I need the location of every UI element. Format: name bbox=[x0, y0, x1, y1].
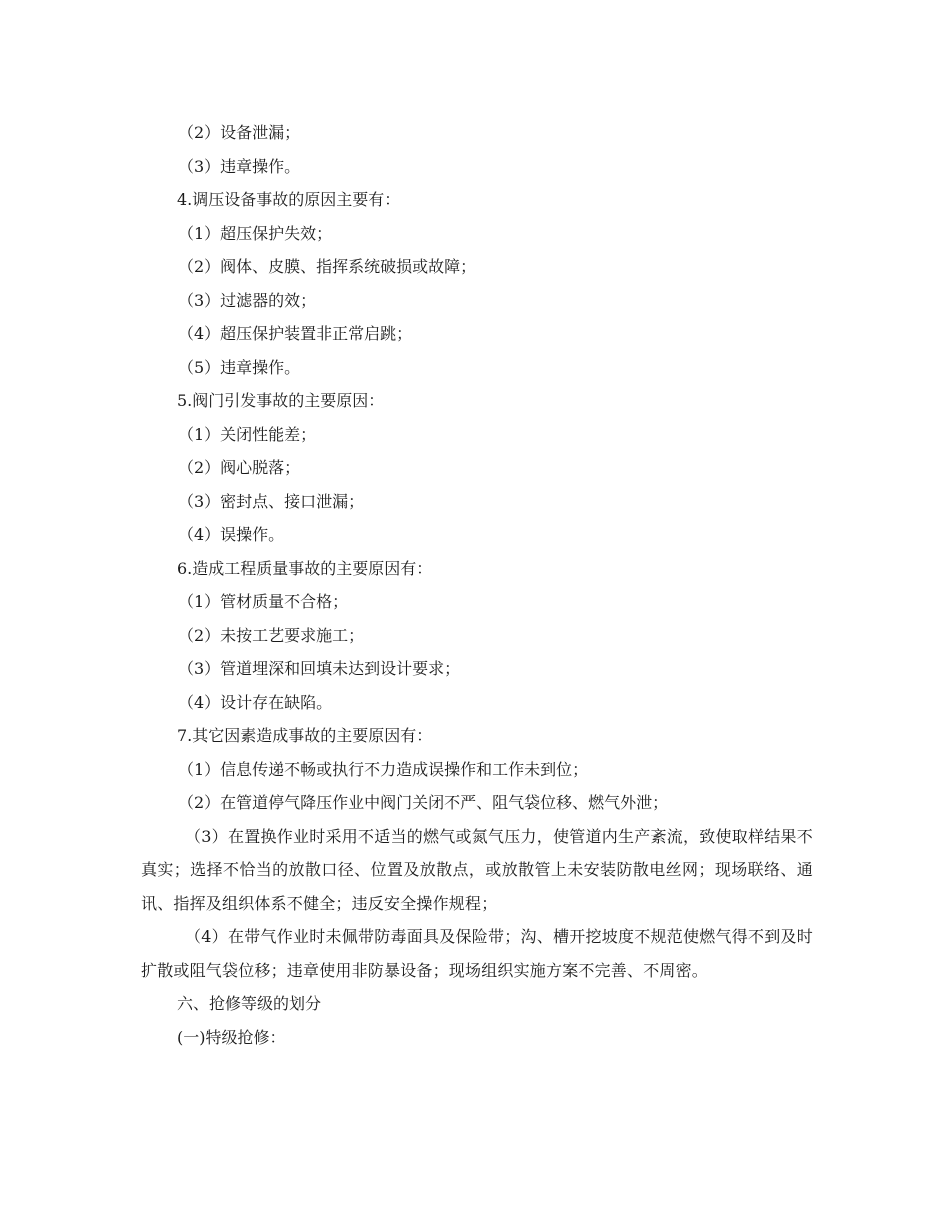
list-item: （4）超压保护装置非正常启跳； bbox=[178, 324, 413, 343]
numbered-heading: 5.阀门引发事故的主要原因： bbox=[177, 391, 385, 410]
list-item: （1）管材质量不合格； bbox=[178, 592, 349, 611]
list-item: （2）在管道停气降压作业中阀门关闭不严、阻气袋位移、燃气外泄； bbox=[178, 793, 669, 812]
body-paragraph: （4）在带气作业时未佩带防毒面具及保险带；沟、槽开挖坡度不规范使燃气得不到及时扩散或阻气袋位移；违章使用非防暴设备；现场组织实施方案不完善、不周密。 bbox=[141, 927, 813, 980]
list-item: （3）过滤器的效； bbox=[178, 290, 317, 310]
list-item: （2）未按工艺要求施工； bbox=[178, 625, 365, 645]
list-item: （4）误操作。 bbox=[178, 525, 285, 544]
list-item: （1）信息传递不畅或执行不力造成误操作和工作未到位； bbox=[178, 759, 589, 779]
list-item: （5）违章操作。 bbox=[178, 357, 301, 377]
list-item: （2）阀心脱落； bbox=[178, 458, 301, 477]
list-item: （1）超压保护失效； bbox=[178, 223, 333, 243]
list-item: （2）阀体、皮膜、指挥系统破损或故障； bbox=[178, 257, 477, 276]
numbered-heading: 4.调压设备事故的原因主要有： bbox=[177, 190, 401, 209]
list-item: （4）设计存在缺陷。 bbox=[178, 692, 333, 712]
list-item: （1）关闭性能差； bbox=[178, 424, 317, 444]
numbered-heading: 7.其它因素造成事故的主要原因有： bbox=[177, 726, 433, 745]
subsection-heading: (一)特级抢修： bbox=[177, 1027, 286, 1047]
list-item: （3）管道埋深和回填未达到设计要求； bbox=[178, 659, 461, 678]
numbered-heading: 6.造成工程质量事故的主要原因有： bbox=[177, 558, 433, 578]
list-item: （2）设备泄漏； bbox=[178, 123, 301, 142]
list-item: （3）违章操作。 bbox=[178, 156, 301, 176]
section-heading: 六、抢修等级的划分 bbox=[177, 994, 322, 1013]
list-item: （3）密封点、接口泄漏； bbox=[178, 491, 365, 511]
document-body bbox=[141, 116, 813, 1054]
body-paragraph: （3）在置换作业时采用不适当的燃气或氮气压力，使管道内生产紊流，致使取样结果不真实；选择不恰当的放散口径、位置及放散点，或放散管上未安装防散电丝网；现场联络、通讯、指挥及组织体系不健全；违反安全操作规程； bbox=[141, 826, 813, 913]
